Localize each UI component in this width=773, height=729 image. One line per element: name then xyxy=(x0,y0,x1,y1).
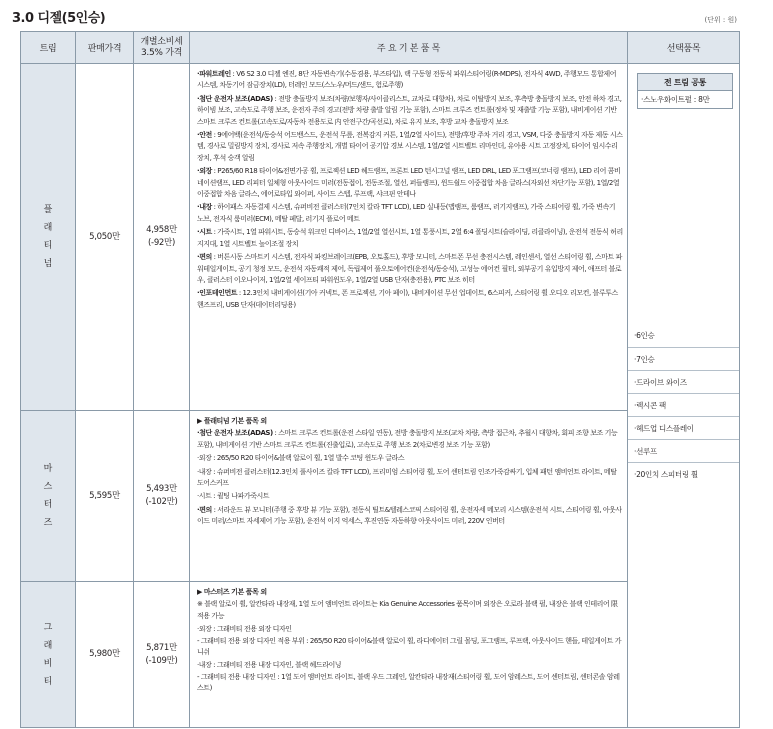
option-item: ·렉시콘 팩 xyxy=(628,393,739,416)
table-header-row xyxy=(21,32,740,64)
option-item: ·20인치 스피터링 휠 xyxy=(628,462,739,485)
option-item: ·7인승 xyxy=(628,347,739,370)
tax-price-cell: 5,871만 (-109만) xyxy=(134,582,190,728)
header-price: 판매가격 xyxy=(76,32,134,64)
feature-item: ·편의 : 버튼시동 스마트키 시스템, 전자식 파킹브레이크(EPB, 오토홀드), 후방 모니터, 스마트폰 무선 충전시스템, 레인센서, 열선 스티어링 휠, 스마트 파워테일게이트, 공기 청정 모드, 운전석 자동쾌적 제어, 독립제어 풀오토에어컨(운전석/동승석), 고성능 에어컨 필터, 외부공기 유입방지 제어, 애프터 블로우, 클러스터 이오나이저, 1열/2열 세이프티 파워윈도우, 1열/2열 USB 단자(충전용), PTC 보조 히터 xyxy=(197,253,622,284)
feature-heading: ▶ 플래티넘 기본 품목 외 xyxy=(197,417,267,425)
option-item: ·헤드업 디스플레이 xyxy=(628,416,739,439)
header-trim: 트림 xyxy=(21,32,76,64)
common-options-box xyxy=(637,73,733,109)
price-cell: 5,595만 xyxy=(76,411,134,582)
feature-item: ·안전 : 9에어백(운전석/동승석 어드밴스드, 운전석 무릎, 전복감지 커튼, 1열/2열 사이드), 전방/후방 주차 거리 경고, VSM, 다중 충돌방지 자동 제동 시스템, 경사로 밀림방지 장치, 경사로 저속 주행장치, 개별 타이어 공기압 경보 시스템, 1열/2열 시트벨트 리마인더, 유아용 시트 고정장치, 타이어 임시수리장치, 후석 승객 알림 xyxy=(197,131,623,162)
trim-cell: 마 스 터 즈 xyxy=(21,411,76,582)
price-cell: 5,050만 xyxy=(76,64,134,411)
feature-item: ·외장 : P265/60 R18 타이어&전면가공 휠, 프로젝션 LED 헤드램프, 프론트 LED 턴시그널 램프, LED DRL, LED 포그램프(코너링 램프), LED 리어 콤비네이션램프, LED 리피터 일체형 아웃사이드 미러(전동접이, 전동조절, 열선, 퍼들램프), 윈드쉴드 이중접합 차음 글라스(자외선 차단기능 포함), 1열/2열 이중접합 차음 글라스, 에어로타입 와이퍼, 사이드 스텝, 루프랙, 샤크핀 안테나 xyxy=(197,167,621,199)
features-cell xyxy=(190,411,628,582)
option-item: ·드라이브 와이즈 xyxy=(628,370,739,393)
page-title: 3.0 디젤(5인승) xyxy=(12,11,106,26)
features-cell xyxy=(190,64,628,411)
options-cell xyxy=(628,64,740,728)
header-tax-line2: 3.5% 가격 xyxy=(140,47,182,58)
common-option-item: ·스노우화이트펄 : 8만 xyxy=(641,95,710,104)
feature-item: ·내장 : 슈퍼비전 클러스터(12.3인치 풀사이즈 칼라 TFT LCD), 프리미엄 스티어링 휠, 도어 센터트림 인조가죽감싸기, 입체 패턴 앰비언트 라이트, 메탈 도어스커프 xyxy=(197,467,617,488)
feature-item: ·외장 : 265/50 R20 타이어&블랙 알로이 휠, 1열 발수 코팅 윈도우 글라스 xyxy=(197,454,405,463)
feature-item: ·시트 : 가죽시트, 1열 파워시트, 동승석 워크인 디바이스, 1열/2열 열선시트, 1열 통풍시트, 2열 6:4 폴딩시트(슬라이딩, 리클라이닝), 운전석 전동식 허리지지대, 1열 시트벨트 높이조절 장치 xyxy=(197,228,623,248)
feature-item: - 그래비티 전용 내장 디자인 : 1열 도어 앰비언트 라이트, 블랙 우드 그레인, 알칸타라 내장재(스티어링 휠, 도어 암레스트, 도어 센터트림, 센터콘솔 암레스트) xyxy=(197,672,620,693)
tax-price-cell: 5,493만 (-102만) xyxy=(134,411,190,582)
feature-item: ※ 블랙 알로이 휠, 알칸타라 내장재, 1열 도어 앰비언트 라이트는 Kia Genuine Accessories 품목이며 외장은 오로라 블랙 펄, 내장은 블랙 인테리어 限 적용 가능 xyxy=(197,600,618,620)
feature-item: ·내장 : 그래비티 전용 내장 디자인, 블랙 헤드라이닝 xyxy=(197,661,342,670)
feature-item: ·편의 : 서라운드 뷰 모니터(주행 중 후방 뷰 기능 포함), 전동식 틸트&텔레스코픽 스티어링 휠, 운전자세 메모리 시스템(운전석 시트, 스티어링 휠, 아웃사이드 미러/스마트 자세제어 기능 포함), 운전석 이지 억세스, 후진연동 자동하향 아웃사이드 미러, 220V 인버터 xyxy=(197,505,622,526)
unit-note: (단위 : 원) xyxy=(704,16,737,24)
header-tax-price xyxy=(134,32,190,64)
common-options-header: 전 트림 공통 xyxy=(638,74,732,91)
feature-item: ·첨단 운전자 보조(ADAS) : 전방 충돌방지 보조(차량/보행자/사이클리스트, 교차로 대향차), 차로 이탈방지 보조, 후측방 충돌방지 보조, 안전 하차 경고, 하이빔 보조, 고속도로 주행 보조, 운전자 주의 경고(전방 차량 출발 알림 기능 포함), 스마트 크루즈 컨트롤(정차 및 재출발 기능 포함), 내비게이션 기반 스마트 크루즈 컨트롤(고속도로/자동차 전용도로 内 안전구간/곡선로), 차로 유지 보조, 후방 교차 충돌방지 보조 xyxy=(197,94,622,126)
feature-item: ·파워트레인 : V6 S2 3.0 디젤 엔진, 8단 자동변속기(수동겸용, 부즈타입), 랙 구동형 전동식 파워스티어링(R-MDPS), 전자식 4WD, 주행모드 통합제어 시스템, 차동기어 잠금장치(LD), 터레인 모드(스노우/머드/샌드, 험로주행) xyxy=(197,70,617,90)
trim-cell: 플 래 티 넘 xyxy=(21,64,76,411)
feature-item: - 그래비티 전용 외장 디자인 적용 부위 : 265/50 R20 타이어&블랙 알로이 휠, 라디에이터 그릴 몰딩, 포그램프, 루프랙, 아웃사이드 핸들, 테일게이트 가니쉬 xyxy=(197,636,622,657)
feature-item: ·시트 : 퀼팅 나파가죽시트 xyxy=(197,492,270,501)
feature-item: ·외장 : 그래비티 전용 외장 디자인 xyxy=(197,625,292,634)
option-item: ·선루프 xyxy=(628,439,739,462)
option-item: ·6인승 xyxy=(634,331,655,340)
tax-price-cell: 4,958만 (-92만) xyxy=(134,64,190,411)
price-cell: 5,980만 xyxy=(76,582,134,728)
feature-item: ·내장 : 하이패스 자동결제 시스템, 슈퍼비전 클러스터(7인치 칼라 TFT LCD), LED 실내등(맵램프, 룸램프, 러기지램프), 가죽 스티어링 휠, 가죽 변속기 노브, 전자식 룸미러(ECM), 메탈 페달, 러기지 플로어 메트 xyxy=(197,203,616,223)
header-features: 주 요 기 본 품 목 xyxy=(190,32,628,64)
header-options: 선택품목 xyxy=(628,32,740,64)
spec-table xyxy=(20,31,740,728)
header-tax-line1: 개별소비세 xyxy=(140,36,183,47)
feature-item: ·인포테인먼트 : 12.3인치 내비게이션(기아 커넥트, 폰 프로젝션, 기아 페이), 내비게이션 무선 업데이트, 6스피커, 스티어링 휠 오디오 리모컨, 블루투스 핸즈프리, USB 단자(데이터리딩용) xyxy=(197,289,618,309)
table-row xyxy=(21,64,740,411)
option-list xyxy=(628,324,739,485)
feature-heading: ▶ 마스터즈 기본 품목 외 xyxy=(197,588,267,596)
features-cell xyxy=(190,582,628,728)
trim-cell: 그 래 비 티 xyxy=(21,582,76,728)
feature-item: ·첨단 운전자 보조(ADAS) : 스마트 크루즈 컨트롤(운전 스타일 연동), 전방 충돌방지 보조(교차 차량, 측방 접근차, 추월시 대향차, 회피 조향 보조 기능 포함), 내비게이션 기반 스마트 크루즈 컨트롤(진출입로), 고속도로 주행 보조 2(차로변경 보조 기능 포함) xyxy=(197,429,618,449)
